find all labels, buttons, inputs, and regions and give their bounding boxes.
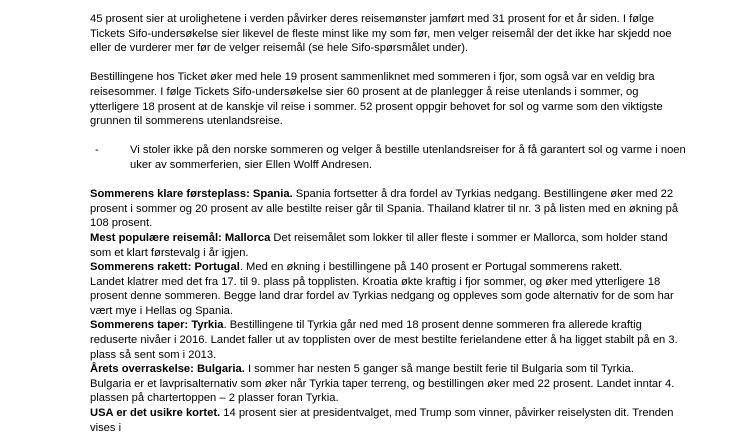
paragraph-spacer <box>90 173 690 188</box>
section-portugal <box>90 260 690 275</box>
section-mallorca <box>90 231 690 260</box>
section-heading: Sommerens rakett: Portugal <box>90 261 240 274</box>
section-heading: Årets overraskelse: Bulgaria. <box>90 363 245 376</box>
section-text: Spania fortsetter å dra fordel av Tyrkias nedgang. Bestillingene øker med 22 prosent i sommer og 20 prosent av alle bestilte reiser går til Spania. Thailand klatrer til nr. 3 på listen med en økning på 108 prosent. <box>90 188 679 230</box>
section-heading: Sommerens klare førsteplass: Spania. <box>90 188 293 201</box>
intro-paragraph-1: 45 prosent sier at urolighetene i verden påvirker deres reisemønster jamført med 31 prosent for et år siden. I følge Tickets Sifo-undersøkelse sier likevel de fleste minst like my som før, men velger reisemål der det ikke har skjedd noe eller de vurderer mer før de velger reisemål (se hele Sifo-spørsmålet under). <box>90 13 672 55</box>
section-text: I sommer har nesten 5 ganger så mange bestilt ferie til Bulgaria som til Tyrkia. <box>244 363 634 376</box>
section-text: 14 prosent sier at presidentvalget, med Trump som vinner, påvirker reiselysten dit. Trenden vises i <box>90 407 674 434</box>
section-tyrkia <box>90 318 690 362</box>
section-heading: USA er det usikre kortet. <box>90 407 221 420</box>
intro-paragraph-2: Bestillingene hos Ticket øker med hele 19 prosent sammenliknet med sommeren i fjor, som også var en veldig bra reisesommer. I følge Tickets Sifo-undersøkelse sier 60 prosent at de planlegger å reise utenlands i sommer, og ytterligere 18 prosent at de kanskje vil reise i sommer. 52 prosent oppgir behovet for sol og varme som den viktigste grunnen til sommerens utenlandsreise. <box>90 71 663 128</box>
section-portugal-continued <box>90 275 690 319</box>
dash-bullet-icon: - <box>95 144 99 157</box>
paragraph-spacer <box>90 56 690 71</box>
section-text: . Med en økning i bestillingene på 140 prosent er Portugal sommerens rakett. <box>239 261 623 274</box>
section-text: Bulgaria er et lavprisalternativ som øker når Tyrkia taper terreng, og bestillingen øker med 22 prosent. Landet inntar 4. plassen på chartertoppen – 2 plasser foran Tyrkia. <box>90 377 675 405</box>
section-heading: Sommerens taper: Tyrkia <box>90 319 224 332</box>
section-spania <box>90 187 690 231</box>
section-text: Det reisemålet som lokker til aller fleste i sommer er Mallorca, som holder stand som et klart førstevalg i år igjen. <box>90 231 668 259</box>
section-usa <box>90 406 690 435</box>
quote-text: Vi stoler ikke på den norske sommeren og velger å bestille utenlandsreiser for å få garantert sol og varme i noen uker av sommerferien, sier Ellen Wolff Andresen. <box>130 144 686 171</box>
document-body <box>90 12 690 435</box>
section-bulgaria <box>90 362 690 377</box>
section-bulgaria-continued <box>90 377 690 406</box>
quote-bullet <box>90 143 690 172</box>
section-heading: Mest populære reisemål: Mallorca <box>90 231 271 244</box>
paragraph-spacer <box>90 129 690 144</box>
section-text: Landet klatrer med det fra 17. til 9. plass på topplisten. Kroatia økte kraftig i fjor sommer, og øker med ytterligere 18 prosent denne sommeren. Begge land drar fordel av Tyrkias nedgang og oppleves som gode alternativ for de som har vært mye i Hellas og Spania. <box>90 275 674 317</box>
section-text: . Bestillingene til Tyrkia går ned med 18 prosent denne sommeren fra allerede kraftig reduserte nivåer i 2016. Landet faller ut av topplisten over de mest bestilte ferielandene etter å ha ligget stabilt på en 3. plass så sent som i 2013. <box>90 319 678 361</box>
